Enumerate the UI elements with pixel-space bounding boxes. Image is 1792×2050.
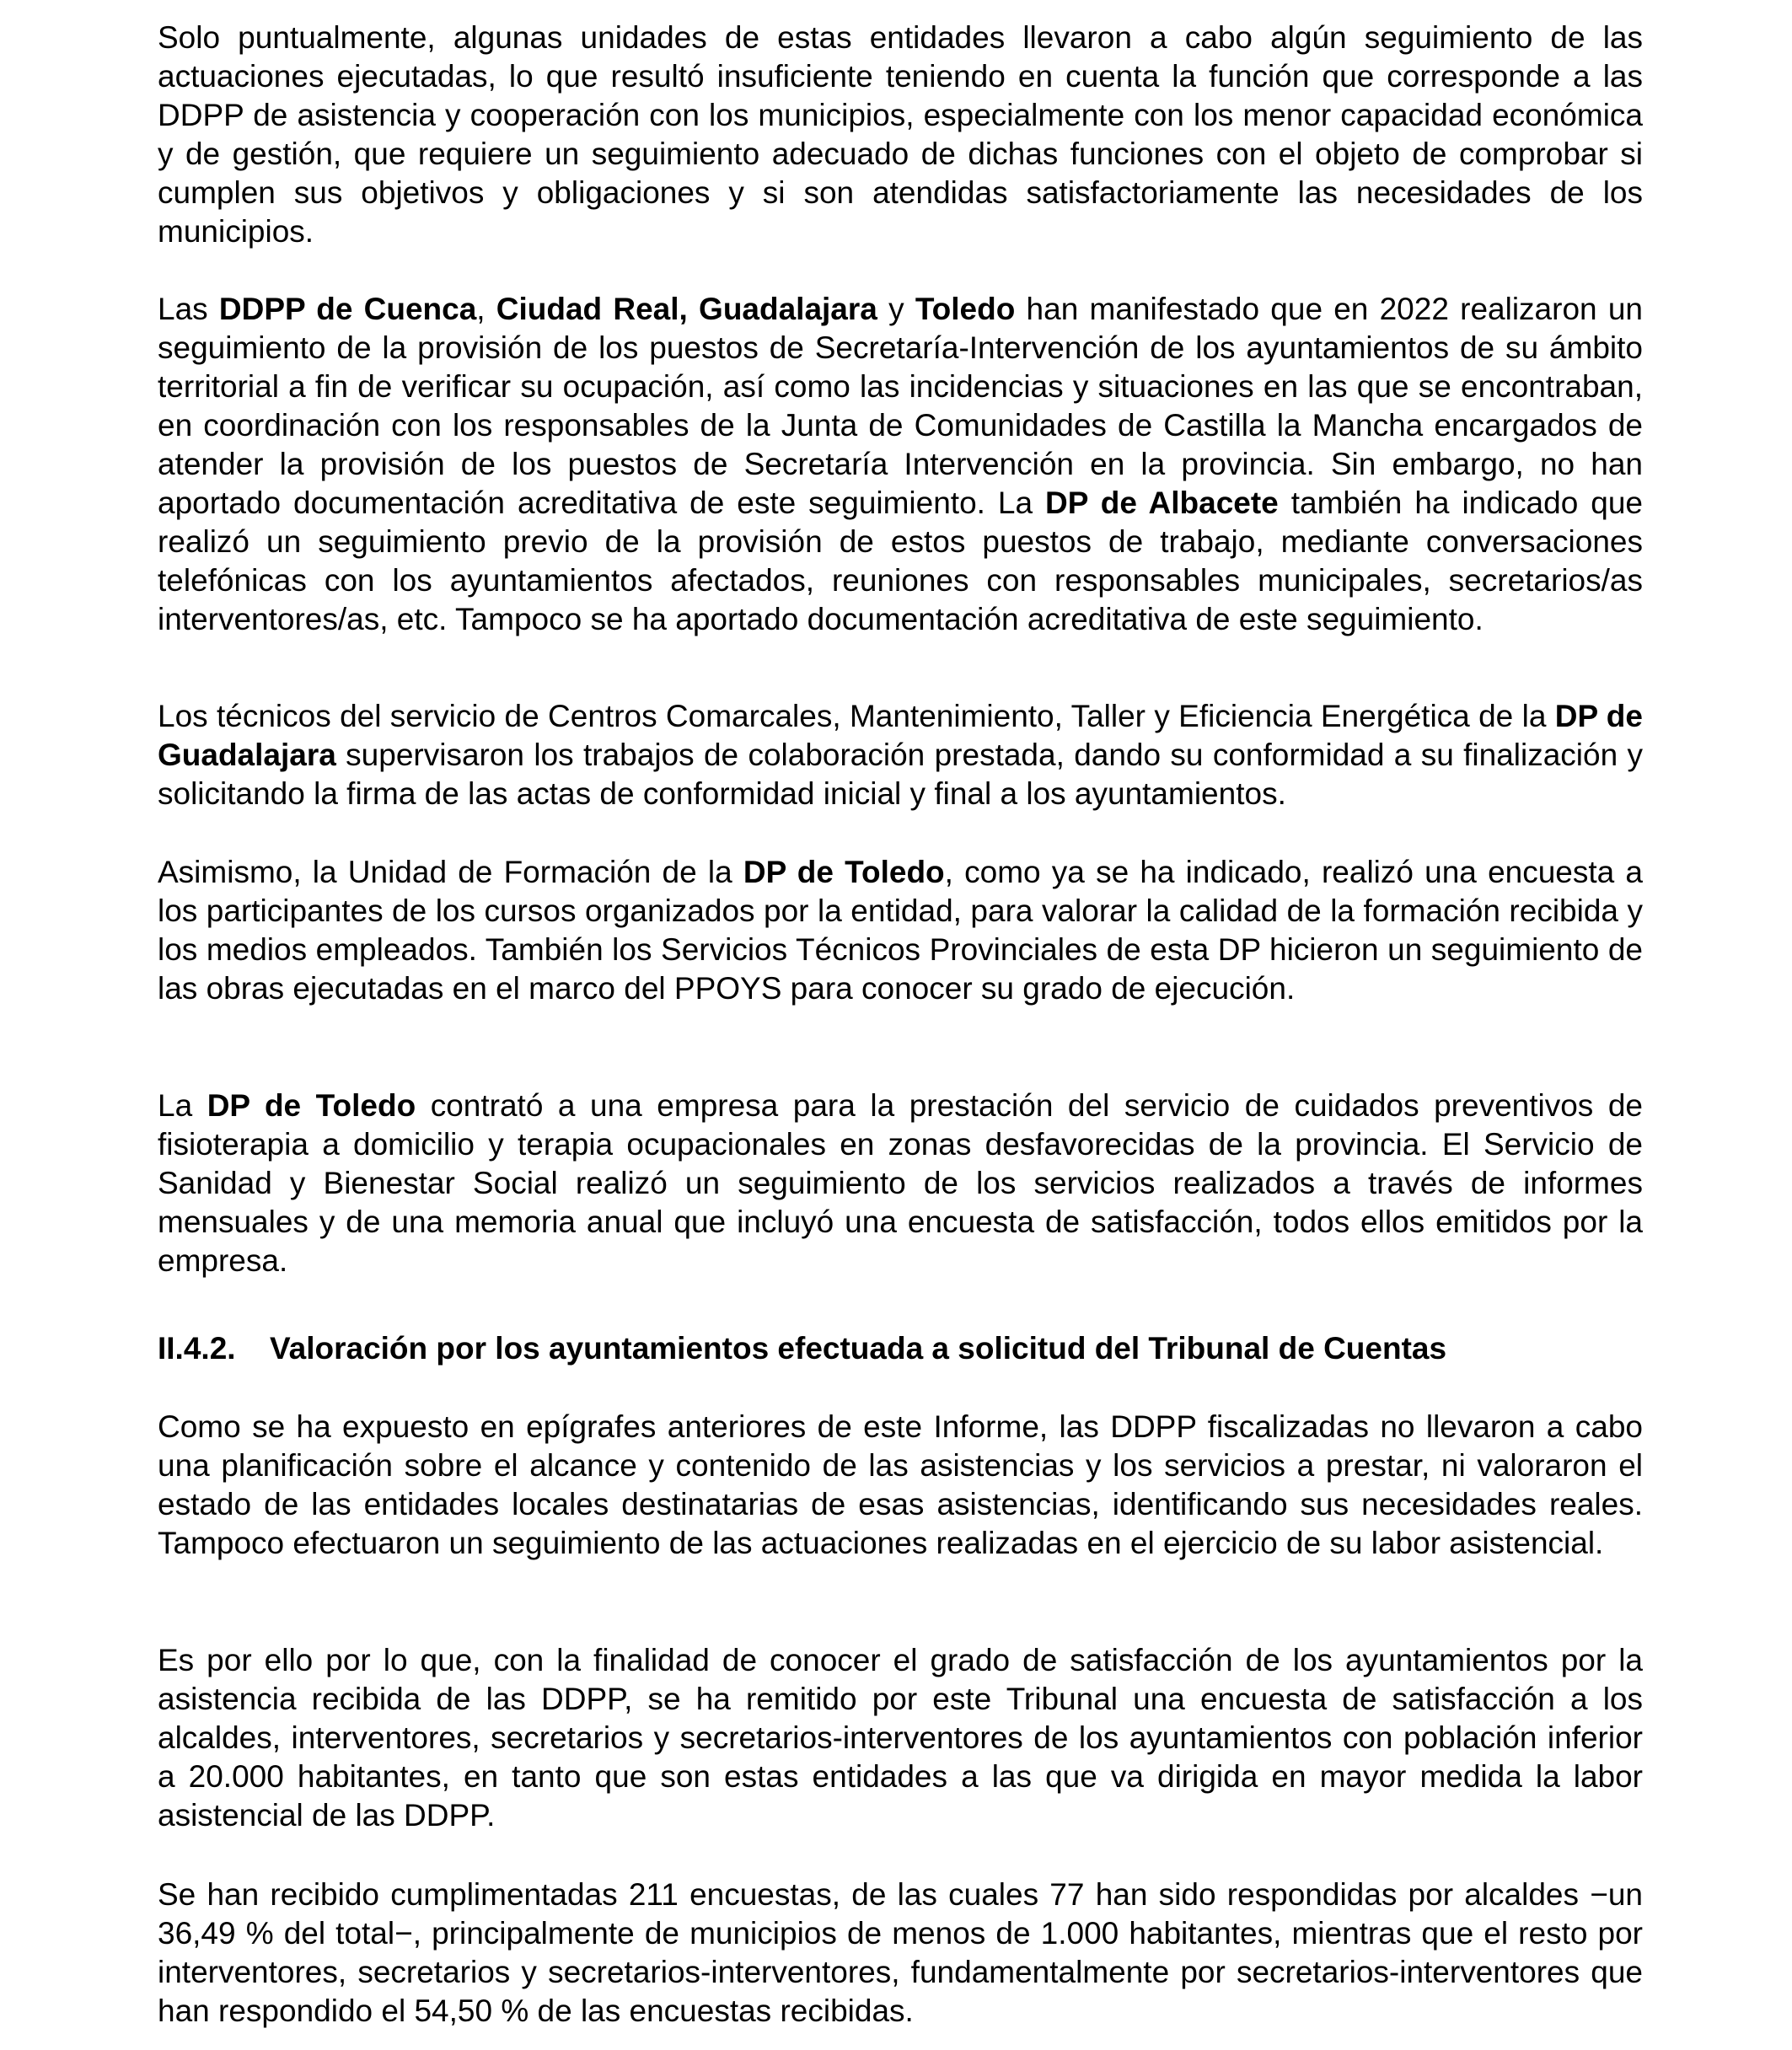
text: contrató a una empresa para la prestación del servicio de cuidados preventivos de fisioterapia a domicilio y terapia ocupacionales en zonas desfavorecidas de la provincia. El Servicio de Sanidad y Bienestar Social realizó un seguimiento de los servicios realizados a través de informes mensuales y de una memoria anual que incluyó una encuesta de satisfacción, todos ellos emitidos por la empresa. [158, 1088, 1643, 1278]
bold-entity: Toledo [915, 292, 1016, 326]
text: , [476, 292, 496, 326]
text: y [877, 292, 915, 326]
text: también ha indicado que realizó un seguimiento previo de la provisión de estos puestos de trabajo, mediante conversaciones telefónicas con los ayuntamientos afectados, reuniones con responsables municipales, secretarios/as interventores/as, etc. Tampoco se ha aportado documentación acreditativa de este seguimiento. [158, 486, 1643, 636]
paragraph-formacion-toledo [158, 853, 1643, 1008]
bold-entity: DP de Albacete [1045, 486, 1279, 520]
paragraph-encuestas-recibidas: Se han recibido cumplimentadas 211 encuestas, de las cuales 77 han sido respondidas por alcaldes −un 36,49 % del total−, principalmente de municipios de menos de 1.000 habitantes, mientras que el resto por interventores, secretarios y secretarios-interventores, fundamentalmente por secretarios-interventores que han respondido el 54,50 % de las encuestas recibidas. [158, 1877, 1643, 2028]
paragraph-seguimiento-provision-puestos [158, 290, 1643, 639]
section-number: II.4.2. [158, 1331, 236, 1366]
paragraph-fisioterapia-toledo [158, 1087, 1643, 1280]
text: Asimismo, la Unidad de Formación de la [158, 855, 743, 889]
paragraph-tecnicos-guadalajara [158, 697, 1643, 813]
text: han manifestado que en 2022 realizaron un seguimiento de la provisión de los puestos de Secretaría-Intervención de los ayuntamientos de su ámbito territorial a fin de verificar su ocupación, así como las incidencias y situaciones en las que se encontraban, en coordinación con los responsables de la Junta de Comunidades de Castilla la Mancha encargados de atender la provisión de los puestos de Secretaría Intervención en la provincia. Sin embargo, no han aportado documentación acreditativa de este seguimiento. La [158, 292, 1643, 520]
bold-entity: DDPP de Cuenca [218, 292, 477, 326]
bold-entity: Ciudad Real, Guadalajara [496, 292, 877, 326]
section-heading [158, 1329, 1643, 1368]
paragraph-sin-planificacion: Como se ha expuesto en epígrafes anteriores de este Informe, las DDPP fiscalizadas no llevaron a cabo una planificación sobre el alcance y contenido de las asistencias y los servicios a prestar, ni valoraron el estado de las entidades locales destinatarias de esas asistencias, identificando sus necesidades reales. Tampoco efectuaron un seguimiento de las actuaciones realizadas en el ejercicio de su labor asistencial. [158, 1409, 1643, 1560]
text: La [158, 1088, 207, 1123]
paragraph-seguimiento-insuficiente: Solo puntualmente, algunas unidades de estas entidades llevaron a cabo algún seguimiento de las actuaciones ejecutadas, lo que resultó insuficiente teniendo en cuenta la función que corresponde a las DDPP de asistencia y cooperación con los municipios, especialmente con los menor capacidad económica y de gestión, que requiere un seguimiento adecuado de dichas funciones con el objeto de comprobar si cumplen sus objetivos y obligaciones y si son atendidas satisfactoriamente las necesidades de los municipios. [158, 20, 1643, 249]
bold-entity: DP de Guadalajara [158, 699, 1643, 772]
bold-entity: DP de Toledo [207, 1088, 416, 1123]
paragraph-encuesta-satisfaccion: Es por ello por lo que, con la finalidad de conocer el grado de satisfacción de los ayuntamientos por la asistencia recibida de las DDPP, se ha remitido por este Tribunal una encuesta de satisfacción a los alcaldes, interventores, secretarios y secretarios-interventores de los ayuntamientos con población inferior a 20.000 habitantes, en tanto que son estas entidades a las que va dirigida en mayor medida la labor asistencial de las DDPP. [158, 1643, 1643, 1833]
text: supervisaron los trabajos de colaboración prestada, dando su conformidad a su finalización y solicitando la firma de las actas de conformidad inicial y final a los ayuntamientos. [158, 738, 1643, 811]
text: , como ya se ha indicado, realizó una encuesta a los participantes de los cursos organizados por la entidad, para valorar la calidad de la formación recibida y los medios empleados. También los Servicios Técnicos Provinciales de esta DP hicieron un seguimiento de las obras ejecutadas en el marco del PPOYS para conocer su grado de ejecución. [158, 855, 1644, 1006]
bold-entity: DP de Toledo [743, 855, 945, 889]
text: Las [158, 292, 219, 326]
text: Los técnicos del servicio de Centros Comarcales, Mantenimiento, Taller y Eficiencia Energética de la [158, 699, 1555, 733]
section-title: Valoración por los ayuntamientos efectuada a solicitud del Tribunal de Cuentas [270, 1331, 1447, 1366]
